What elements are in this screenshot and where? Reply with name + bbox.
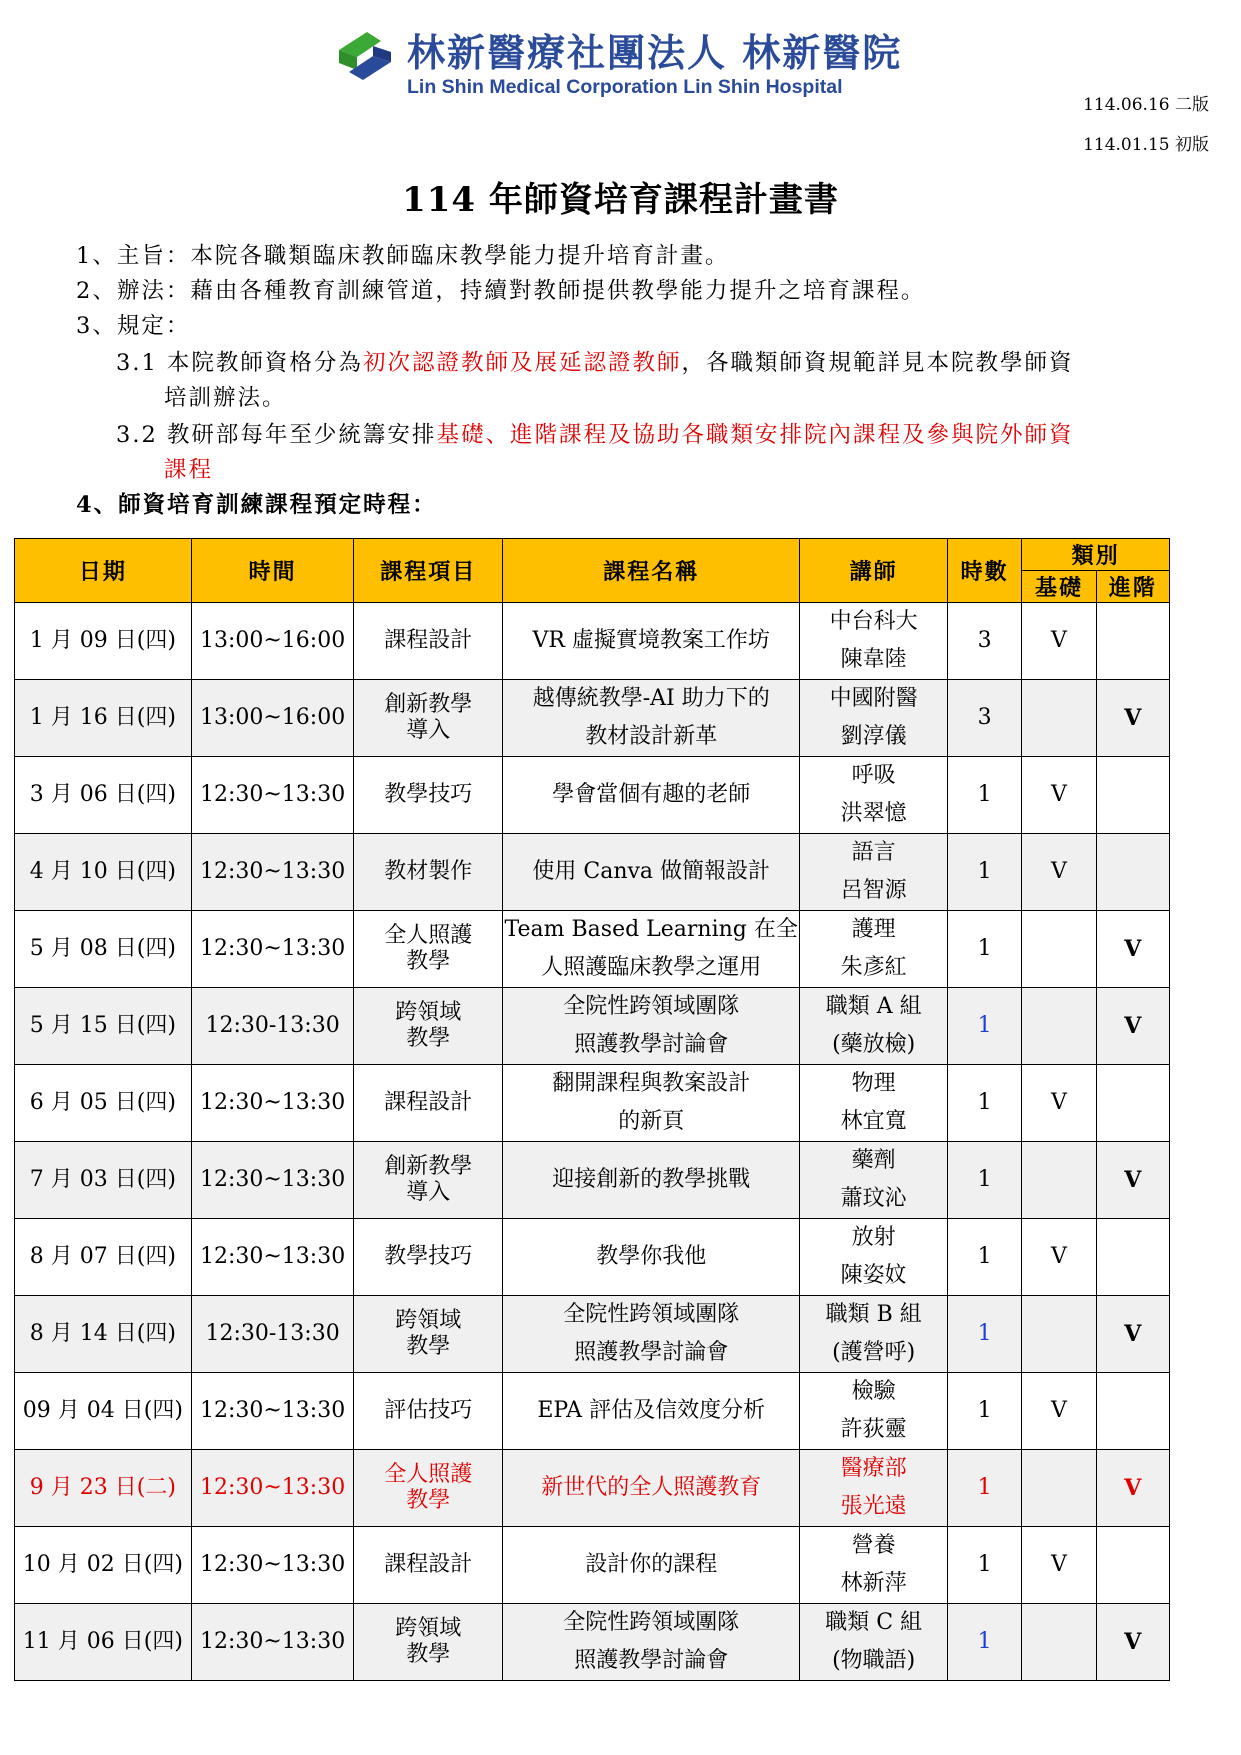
section-purpose: 1、主旨：本院各職類臨床教師臨床教學能力提升培育計畫。 bbox=[76, 243, 730, 269]
lecturer-cell bbox=[800, 1142, 948, 1219]
rule-3-2 bbox=[116, 417, 1073, 449]
hospital-logo bbox=[333, 22, 913, 102]
item-cell bbox=[354, 680, 503, 757]
item-line: 跨領域 bbox=[395, 1616, 462, 1641]
rule-3-1-text-end: ，各職類師資規範詳見本院教學師資 bbox=[681, 350, 1074, 376]
item-line: 教材製作 bbox=[384, 859, 473, 884]
advanced-check-cell bbox=[1096, 834, 1169, 911]
hours-cell: 1 bbox=[947, 1219, 1021, 1296]
item-cell bbox=[354, 1142, 503, 1219]
date-cell: 1 月 16 日(四) bbox=[15, 680, 192, 757]
advanced-check-cell: V bbox=[1096, 680, 1169, 757]
advanced-check-cell bbox=[1096, 1373, 1169, 1450]
item-line: 教學技巧 bbox=[384, 1244, 473, 1269]
advanced-check-cell: V bbox=[1096, 988, 1169, 1065]
name-line: 設計你的課程 bbox=[585, 1552, 718, 1577]
name-line: 全院性跨領域團隊 bbox=[563, 1610, 740, 1635]
rule-3-1-cont: 培訓辦法。 bbox=[164, 385, 287, 411]
logo-mark-icon bbox=[333, 26, 397, 96]
item-cell bbox=[354, 1296, 503, 1373]
version-second: 114.06.16 二版 bbox=[1083, 95, 1209, 115]
name-line: 使用 Canva 做簡報設計 bbox=[532, 859, 771, 884]
item-cell bbox=[354, 911, 503, 988]
date-cell: 5 月 15 日(四) bbox=[15, 988, 192, 1065]
lecturer-line: 語言 bbox=[851, 840, 896, 865]
basic-check-cell: V bbox=[1022, 757, 1096, 834]
basic-check-cell bbox=[1022, 1450, 1096, 1527]
header-date: 日期 bbox=[15, 539, 192, 603]
advanced-check-cell bbox=[1096, 1219, 1169, 1296]
section-method: 2、辦法：藉由各種教育訓練管道，持續對教師提供教學能力提升之培育課程。 bbox=[76, 278, 926, 304]
name-cell bbox=[503, 680, 800, 757]
name-cell bbox=[503, 988, 800, 1065]
rule-3-1 bbox=[116, 345, 1073, 377]
name-line: 學會當個有趣的老師 bbox=[552, 782, 751, 807]
hours-cell: 1 bbox=[947, 1450, 1021, 1527]
name-line: 人照護臨床教學之運用 bbox=[541, 955, 762, 980]
lecturer-line: 陳韋陸 bbox=[840, 647, 907, 672]
time-cell: 12:30~13:30 bbox=[191, 1373, 354, 1450]
item-line: 教學 bbox=[406, 949, 451, 974]
lecturer-line: 許荻靈 bbox=[840, 1417, 907, 1442]
name-cell bbox=[503, 1604, 800, 1681]
name-line: 全院性跨領域團隊 bbox=[563, 1302, 740, 1327]
time-cell: 12:30~13:30 bbox=[191, 1065, 354, 1142]
lecturer-cell bbox=[800, 1296, 948, 1373]
version-first: 114.01.15 初版 bbox=[1083, 135, 1209, 155]
table-row bbox=[15, 1604, 1170, 1681]
lecturer-line: 林新萍 bbox=[840, 1571, 907, 1596]
item-line: 跨領域 bbox=[395, 1308, 462, 1333]
org-name-en: Lin Shin Medical Corporation Lin Shin Hospital bbox=[407, 76, 843, 98]
table-row bbox=[15, 757, 1170, 834]
hours-cell: 1 bbox=[947, 1527, 1021, 1604]
item-cell bbox=[354, 757, 503, 834]
date-cell: 8 月 07 日(四) bbox=[15, 1219, 192, 1296]
basic-check-cell bbox=[1022, 911, 1096, 988]
name-cell bbox=[503, 603, 800, 680]
header-lecturer: 講師 bbox=[800, 539, 948, 603]
lecturer-line: 藥劑 bbox=[851, 1148, 896, 1173]
table-row bbox=[15, 911, 1170, 988]
item-line: 課程設計 bbox=[384, 1090, 473, 1115]
lecturer-line: 檢驗 bbox=[851, 1379, 896, 1404]
item-line: 跨領域 bbox=[395, 1000, 462, 1025]
page-title: 114 年師資培育課程計畫書 bbox=[402, 180, 839, 220]
table-row bbox=[15, 1142, 1170, 1219]
item-line: 全人照護 bbox=[384, 1462, 473, 1487]
name-cell bbox=[503, 1142, 800, 1219]
date-cell: 7 月 03 日(四) bbox=[15, 1142, 192, 1219]
name-cell bbox=[503, 1296, 800, 1373]
name-line: 新世代的全人照護教育 bbox=[541, 1475, 762, 1500]
item-line: 導入 bbox=[406, 1180, 451, 1205]
item-cell bbox=[354, 1373, 503, 1450]
hours-cell: 1 bbox=[947, 988, 1021, 1065]
date-cell: 4 月 10 日(四) bbox=[15, 834, 192, 911]
hours-cell: 3 bbox=[947, 680, 1021, 757]
advanced-check-cell bbox=[1096, 603, 1169, 680]
table-row bbox=[15, 680, 1170, 757]
name-line: 的新頁 bbox=[618, 1109, 685, 1134]
table-row bbox=[15, 834, 1170, 911]
section-rules: 3、規定： bbox=[76, 313, 191, 339]
lecturer-line: (護營呼) bbox=[832, 1340, 916, 1365]
basic-check-cell: V bbox=[1022, 1065, 1096, 1142]
item-line: 教學 bbox=[406, 1334, 451, 1359]
date-cell: 1 月 09 日(四) bbox=[15, 603, 192, 680]
lecturer-cell bbox=[800, 1450, 948, 1527]
advanced-check-cell: V bbox=[1096, 1296, 1169, 1373]
lecturer-line: 職類 A 組 bbox=[825, 994, 922, 1019]
time-cell: 12:30-13:30 bbox=[191, 1296, 354, 1373]
header-time: 時間 bbox=[191, 539, 354, 603]
lecturer-cell bbox=[800, 1527, 948, 1604]
section-schedule: 4、師資培育訓練課程預定時程： bbox=[76, 492, 437, 518]
lecturer-line: 林宜寬 bbox=[840, 1109, 907, 1134]
lecturer-line: 呼吸 bbox=[851, 763, 896, 788]
lecturer-line: 中台科大 bbox=[829, 609, 918, 634]
lecturer-cell bbox=[800, 1219, 948, 1296]
name-cell bbox=[503, 757, 800, 834]
lecturer-cell bbox=[800, 834, 948, 911]
basic-check-cell: V bbox=[1022, 1219, 1096, 1296]
lecturer-cell bbox=[800, 757, 948, 834]
lecturer-line: 職類 B 組 bbox=[825, 1302, 922, 1327]
lecturer-line: 放射 bbox=[851, 1225, 896, 1250]
name-line: 教材設計新革 bbox=[585, 724, 718, 749]
basic-check-cell bbox=[1022, 1142, 1096, 1219]
header-advanced: 進階 bbox=[1096, 571, 1169, 603]
advanced-check-cell bbox=[1096, 1065, 1169, 1142]
lecturer-line: 朱彥紅 bbox=[840, 955, 907, 980]
rule-3-1-highlight: 初次認證教師及展延認證教師 bbox=[362, 350, 682, 376]
name-line: Team Based Learning 在全 bbox=[504, 917, 798, 942]
item-cell bbox=[354, 1604, 503, 1681]
lecturer-line: 醫療部 bbox=[840, 1456, 907, 1481]
hours-cell: 1 bbox=[947, 834, 1021, 911]
basic-check-cell bbox=[1022, 680, 1096, 757]
lecturer-line: 中國附醫 bbox=[829, 686, 918, 711]
time-cell: 12:30~13:30 bbox=[191, 1142, 354, 1219]
lecturer-cell bbox=[800, 1604, 948, 1681]
lecturer-line: 蕭玟沁 bbox=[840, 1186, 907, 1211]
item-line: 教學 bbox=[406, 1026, 451, 1051]
basic-check-cell bbox=[1022, 1604, 1096, 1681]
table-row bbox=[15, 1219, 1170, 1296]
item-cell bbox=[354, 988, 503, 1065]
table-row bbox=[15, 988, 1170, 1065]
lecturer-line: (藥放檢) bbox=[832, 1032, 916, 1057]
item-cell bbox=[354, 1065, 503, 1142]
hours-cell: 1 bbox=[947, 757, 1021, 834]
time-cell: 12:30~13:30 bbox=[191, 757, 354, 834]
date-cell: 11 月 06 日(四) bbox=[15, 1604, 192, 1681]
rule-3-2-highlight: 基礎、進階課程及協助各職類安排院內課程及參與院外師資 bbox=[436, 422, 1074, 448]
name-line: VR 虛擬實境教案工作坊 bbox=[532, 628, 770, 653]
name-line: 迎接創新的教學挑戰 bbox=[552, 1167, 751, 1192]
item-line: 教學 bbox=[406, 1488, 451, 1513]
advanced-check-cell bbox=[1096, 1527, 1169, 1604]
lecturer-cell bbox=[800, 911, 948, 988]
header-hours: 時數 bbox=[947, 539, 1021, 603]
item-cell bbox=[354, 1527, 503, 1604]
basic-check-cell bbox=[1022, 1296, 1096, 1373]
hours-cell: 1 bbox=[947, 1373, 1021, 1450]
advanced-check-cell: V bbox=[1096, 911, 1169, 988]
table-row bbox=[15, 1373, 1170, 1450]
item-line: 課程設計 bbox=[384, 628, 473, 653]
item-line: 創新教學 bbox=[384, 692, 473, 717]
lecturer-cell bbox=[800, 680, 948, 757]
item-cell bbox=[354, 834, 503, 911]
time-cell: 12:30-13:30 bbox=[191, 988, 354, 1065]
advanced-check-cell: V bbox=[1096, 1604, 1169, 1681]
lecturer-line: 物理 bbox=[851, 1071, 896, 1096]
date-cell: 3 月 06 日(四) bbox=[15, 757, 192, 834]
advanced-check-cell bbox=[1096, 757, 1169, 834]
hours-cell: 1 bbox=[947, 1604, 1021, 1681]
org-name-zh: 林新醫療社團法人 林新醫院 bbox=[407, 31, 903, 75]
name-line: 照護教學討論會 bbox=[574, 1340, 729, 1365]
header-basic: 基礎 bbox=[1022, 571, 1096, 603]
time-cell: 13:00~16:00 bbox=[191, 680, 354, 757]
name-line: 教學你我他 bbox=[596, 1244, 707, 1269]
hours-cell: 3 bbox=[947, 603, 1021, 680]
table-row bbox=[15, 1450, 1170, 1527]
name-line: 照護教學討論會 bbox=[574, 1032, 729, 1057]
table-row bbox=[15, 1296, 1170, 1373]
basic-check-cell bbox=[1022, 988, 1096, 1065]
basic-check-cell: V bbox=[1022, 834, 1096, 911]
table-row bbox=[15, 1527, 1170, 1604]
item-cell bbox=[354, 1450, 503, 1527]
item-line: 課程設計 bbox=[384, 1552, 473, 1577]
date-cell: 10 月 02 日(四) bbox=[15, 1527, 192, 1604]
item-cell bbox=[354, 603, 503, 680]
basic-check-cell: V bbox=[1022, 1527, 1096, 1604]
date-cell: 6 月 05 日(四) bbox=[15, 1065, 192, 1142]
lecturer-line: 呂智源 bbox=[840, 878, 907, 903]
time-cell: 12:30~13:30 bbox=[191, 1527, 354, 1604]
item-line: 創新教學 bbox=[384, 1154, 473, 1179]
name-cell bbox=[503, 1527, 800, 1604]
header-item: 課程項目 bbox=[354, 539, 503, 603]
item-line: 教學 bbox=[406, 1642, 451, 1667]
item-line: 全人照護 bbox=[384, 923, 473, 948]
table-row bbox=[15, 603, 1170, 680]
time-cell: 13:00~16:00 bbox=[191, 603, 354, 680]
advanced-check-cell: V bbox=[1096, 1142, 1169, 1219]
table-row bbox=[15, 1065, 1170, 1142]
lecturer-line: 洪翠憶 bbox=[840, 801, 907, 826]
name-cell bbox=[503, 1373, 800, 1450]
name-line: 翻開課程與教案設計 bbox=[552, 1071, 751, 1096]
date-cell: 5 月 08 日(四) bbox=[15, 911, 192, 988]
hours-cell: 1 bbox=[947, 1065, 1021, 1142]
name-line: 越傳統教學-AI 助力下的 bbox=[532, 686, 770, 711]
lecturer-cell bbox=[800, 603, 948, 680]
advanced-check-cell: V bbox=[1096, 1450, 1169, 1527]
lecturer-line: 營養 bbox=[851, 1533, 896, 1558]
rule-3-2-text: 3.2 教研部每年至少統籌安排 bbox=[116, 422, 437, 448]
name-cell bbox=[503, 911, 800, 988]
name-cell bbox=[503, 1219, 800, 1296]
item-line: 導入 bbox=[406, 718, 451, 743]
time-cell: 12:30~13:30 bbox=[191, 1219, 354, 1296]
name-cell bbox=[503, 1065, 800, 1142]
item-cell bbox=[354, 1219, 503, 1296]
date-cell: 8 月 14 日(四) bbox=[15, 1296, 192, 1373]
date-cell: 09 月 04 日(四) bbox=[15, 1373, 192, 1450]
time-cell: 12:30~13:30 bbox=[191, 1604, 354, 1681]
header-name: 課程名稱 bbox=[503, 539, 800, 603]
item-line: 教學技巧 bbox=[384, 782, 473, 807]
name-line: 照護教學討論會 bbox=[574, 1648, 729, 1673]
rule-3-1-text: 3.1 本院教師資格分為 bbox=[116, 350, 363, 376]
schedule-table bbox=[14, 538, 1170, 1681]
time-cell: 12:30~13:30 bbox=[191, 1450, 354, 1527]
name-line: 全院性跨領域團隊 bbox=[563, 994, 740, 1019]
item-line: 評估技巧 bbox=[384, 1398, 473, 1423]
lecturer-line: (物職語) bbox=[832, 1648, 916, 1673]
hours-cell: 1 bbox=[947, 1142, 1021, 1219]
lecturer-cell bbox=[800, 1065, 948, 1142]
name-line: EPA 評估及信效度分析 bbox=[537, 1398, 766, 1423]
basic-check-cell: V bbox=[1022, 1373, 1096, 1450]
hours-cell: 1 bbox=[947, 1296, 1021, 1373]
time-cell: 12:30~13:30 bbox=[191, 911, 354, 988]
name-cell bbox=[503, 1450, 800, 1527]
lecturer-cell bbox=[800, 988, 948, 1065]
date-cell: 9 月 23 日(二) bbox=[15, 1450, 192, 1527]
time-cell: 12:30~13:30 bbox=[191, 834, 354, 911]
lecturer-line: 護理 bbox=[851, 917, 896, 942]
lecturer-line: 張光遠 bbox=[840, 1494, 907, 1519]
header-category: 類別 bbox=[1022, 539, 1170, 571]
lecturer-line: 劉淳儀 bbox=[840, 724, 907, 749]
lecturer-cell bbox=[800, 1373, 948, 1450]
basic-check-cell: V bbox=[1022, 603, 1096, 680]
lecturer-line: 陳姿妏 bbox=[840, 1263, 907, 1288]
hours-cell: 1 bbox=[947, 911, 1021, 988]
name-cell bbox=[503, 834, 800, 911]
lecturer-line: 職類 C 組 bbox=[825, 1610, 923, 1635]
rule-3-2-cont: 課程 bbox=[164, 457, 214, 483]
